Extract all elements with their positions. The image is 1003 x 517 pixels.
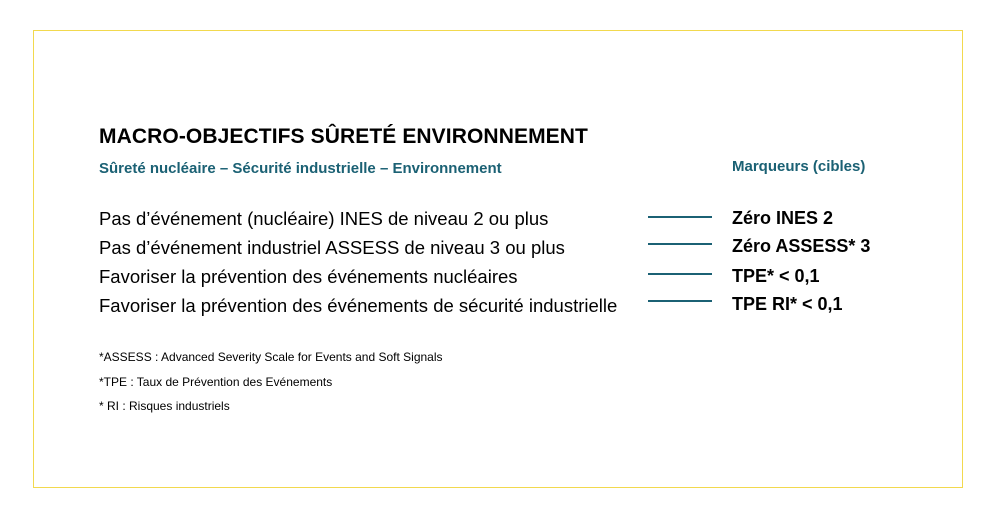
objective-4: Favoriser la prévention des événements de sécurité industrielle [99, 295, 618, 316]
page-title: MACRO-OBJECTIFS SÛRETÉ ENVIRONNEMENT [99, 125, 588, 148]
marker-4: TPE RI* < 0,1 [732, 294, 843, 314]
footnote-tpe: *TPE : Taux de Prévention des Evénements [99, 375, 333, 389]
document-frame [33, 30, 963, 488]
objective-2: Pas d’événement industriel ASSESS de niveau 3 ou plus [99, 237, 565, 258]
markers-header: Marqueurs (cibles) [732, 158, 866, 175]
connector-line-3 [648, 273, 712, 275]
page-subtitle: Sûreté nucléaire – Sécurité industrielle – Environnement [99, 160, 502, 177]
footnote-assess: *ASSESS : Advanced Severity Scale for Events and Soft Signals [99, 350, 443, 364]
objective-3: Favoriser la prévention des événements nucléaires [99, 266, 518, 287]
objective-1: Pas d’événement (nucléaire) INES de niveau 2 ou plus [99, 208, 549, 229]
marker-1: Zéro INES 2 [732, 208, 834, 228]
connector-line-4 [648, 300, 712, 302]
footnote-ri: * RI : Risques industriels [99, 399, 230, 413]
marker-2: Zéro ASSESS* 3 [732, 236, 871, 256]
marker-3: TPE* < 0,1 [732, 266, 820, 286]
connector-line-2 [648, 243, 712, 245]
connector-line-1 [648, 216, 712, 218]
